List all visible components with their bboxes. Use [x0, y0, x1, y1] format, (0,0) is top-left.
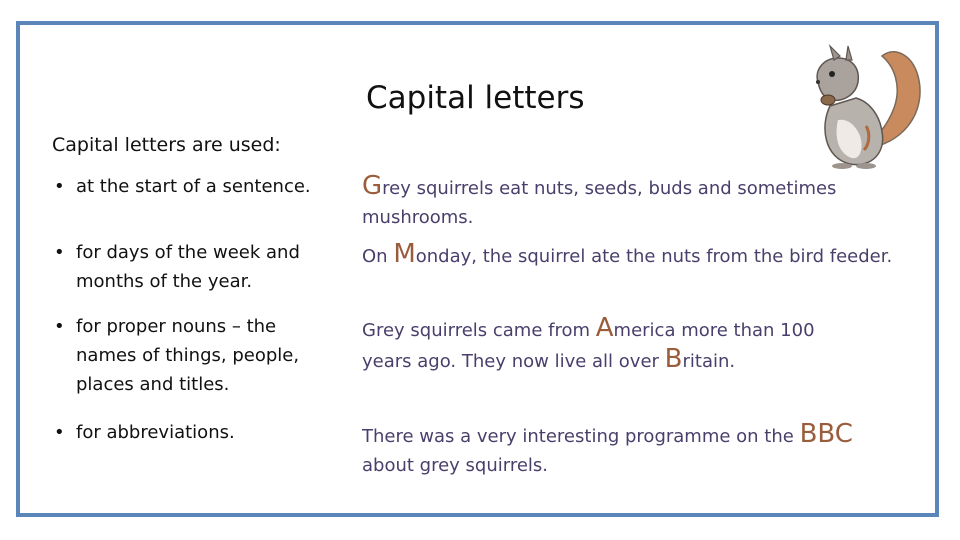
bullet-dot: •	[54, 176, 65, 197]
bullet-proper-nouns: • for proper nouns – the names of things, people, places and titles.	[54, 312, 299, 399]
bullet-dot: •	[54, 422, 65, 443]
example-sentence-start: Grey squirrels eat nuts, seeds, buds and sometimes mushrooms.	[362, 171, 837, 228]
bullet-abbreviations: • for abbreviations.	[54, 418, 235, 447]
bullet-dot: •	[54, 316, 65, 337]
example-days: On Monday, the squirrel ate the nuts from the bird feeder.	[362, 239, 893, 269]
page-title: Capital letters	[366, 80, 585, 116]
example-proper-nouns: Grey squirrels came from America more than 100 years ago. They now live all over Britain.	[362, 313, 815, 374]
bullet-dot: •	[54, 242, 65, 263]
bullet-sentence-start: • at the start of a sentence.	[54, 172, 311, 201]
example-abbreviations: There was a very interesting programme on the BBC about grey squirrels.	[362, 419, 853, 476]
intro-text: Capital letters are used:	[52, 134, 281, 156]
squirrel-illustration	[790, 36, 930, 176]
bullet-days-months: • for days of the week and months of the year.	[54, 238, 300, 296]
